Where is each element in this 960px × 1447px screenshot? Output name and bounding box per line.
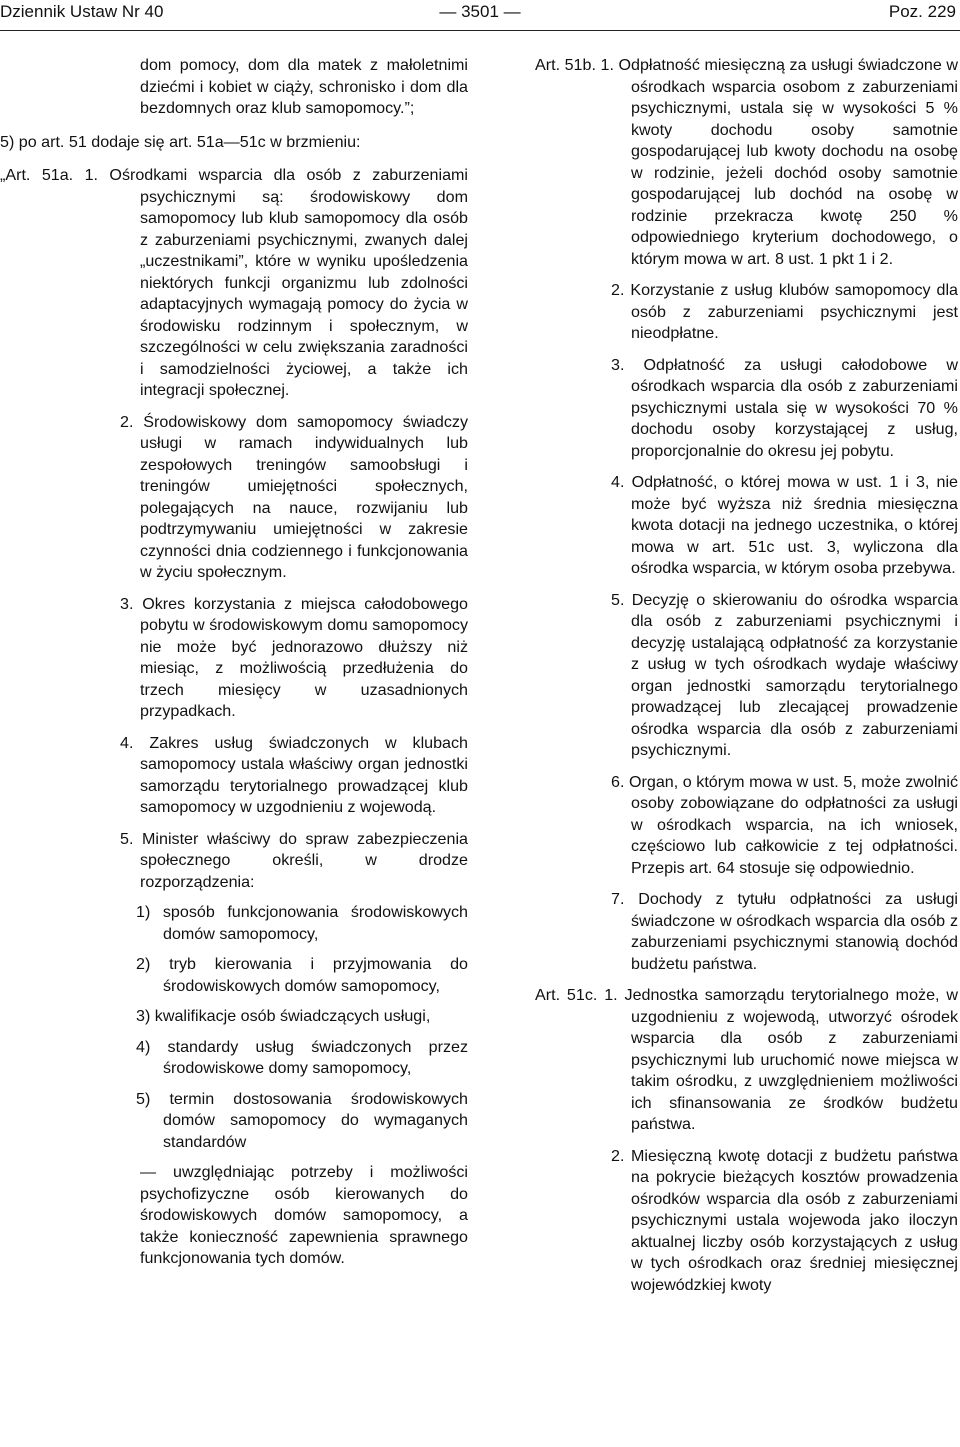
art-51b-paragraph-1: Art. 51b. 1. Odpłatność miesięczną za usługi świadczone w ośrodkach wsparcia osobom z zaburzeniami psychicznymi, ustala się w wysokości 5 % kwoty dochodu osoby samotnie gospodarującej lub kwoty dochodu na osobę w rodzinie, jeżeli dochód osoby samotnie gospodarującej lub dochód na osobę w rodzinie przekracza kwotę 250 % odpowiedniego kryterium dochodowego, o którym mowa w art. 8 ust. 1 pkt 1 i 2. xyxy=(535,56,958,268)
art-51a-paragraph-4: 4. Zakres usług świadczonych w klubach samopomocy ustala właściwy organ jednostki samorządu terytorialnego prowadzącej klub samopomocy w uzgodnieniu z wojewodą. xyxy=(120,733,468,816)
art-51b-paragraph-4: 4. Odpłatność, o której mowa w ust. 1 i 3, nie może być wyższa niż średnia miesięczna kwota dotacji na jednego uczestnika, o której mowa w art. 51c ust. 3, wyliczona dla ośrodka wsparcia, w którym osoba przebywa. xyxy=(611,473,958,577)
regulation-point-3: 3) kwalifikacje osób świadczących usługi, xyxy=(136,1007,431,1025)
amendment-point-5: 5) po art. 51 dodaje się art. 51a—51c w brzmieniu: xyxy=(0,132,361,151)
position-number: Poz. 229 xyxy=(888,2,956,21)
regulation-point-5: 5) termin dostosowania środowiskowych domów samopomocy do wymaganych standardów xyxy=(136,1089,468,1151)
art-51a-paragraph-3: 3. Okres korzystania z miejsca całodobowego pobytu w środowiskowym domu samopomocy nie może być jednorazowo dłuższy niż miesiąc, z możliwością przedłużenia do trzech miesięcy w uzasadnionych przypadkach. xyxy=(120,594,468,720)
intro-text: dom pomocy, dom dla matek z małoletnimi dziećmi i kobiet w ciąży, schronisko i dom dla bezdomnych oraz klub samopomocy.”; xyxy=(140,56,468,117)
art-51b-paragraph-6: 6. Organ, o którym mowa w ust. 5, może zwolnić osoby zobowiązane do odpłatności za usługi w ośrodkach wsparcia, na ich wniosek, częściowo lub całkowicie z tej odpłatności. Przepis art. 64 stosuje się odpowiednio. xyxy=(611,772,958,877)
page-number: — 3501 — xyxy=(439,2,521,21)
journal-title: Dziennik Ustaw Nr 40 xyxy=(0,2,164,21)
left-column xyxy=(0,55,468,1270)
art-51a-paragraph-1: „Art. 51a. 1. Ośrodkami wsparcia dla osób z zaburzeniami psychicznymi są: środowiskowy dom samopomocy lub klub samopomocy dla osób z zaburzeniami psychicznymi, zwanych dalej „uczestnikami”, które w wyniku upośledzenia niektórych funkcji organizmu lub zdolności adaptacyjnych wymagają pomocy do życia w środowisku rodzinnym i społecznym, w szczególności w celu zwiększania zaradności i samodzielności życiowej, a także ich integracji społecznej. xyxy=(0,166,468,399)
right-column xyxy=(535,55,958,1296)
art-51c-paragraph-1: Art. 51c. 1. Jednostka samorządu terytorialnego może, w uzgodnieniu z wojewodą, utworzyć ośrodek wsparcia dla osób z zaburzeniami psychicznymi lub uruchomić nowe miejsca w takim ośrodku, z uwzględnieniem możliwości ich sfinansowania ze środków budżetu państwa. xyxy=(535,986,958,1133)
header-rule xyxy=(0,30,960,31)
regulation-point-2: 2) tryb kierowania i przyjmowania do środowiskowych domów samopomocy, xyxy=(136,955,468,995)
art-51b-paragraph-3: 3. Odpłatność za usługi całodobowe w ośrodkach wsparcia dla osób z zaburzeniami psychicznymi ustala się w wysokości 70 % dochodu osoby korzystającej z usług, proporcjonalnie do okresu jej pobytu. xyxy=(611,355,958,460)
regulation-closing-clause: — uwzględniając potrzeby i możliwości psychofizyczne osób kierowanych do środowiskowych domów samopomocy, a także konieczność zapewnienia sprawnego funkcjonowania tych domów. xyxy=(140,1163,468,1267)
art-51b-paragraph-5: 5. Decyzję o skierowaniu do ośrodka wsparcia dla osób z zaburzeniami psychicznymi i decyzję ustalającą odpłatność za korzystanie z usług w tych ośrodkach wydaje właściwy organ jednostki samorządu terytorialnego prowadzącej lub zlecającej prowadzenie ośrodka wsparcia dla osób z zaburzeniami psychicznymi. xyxy=(611,590,958,759)
art-51a-paragraph-2: 2. Środowiskowy dom samopomocy świadczy usługi w ramach indywidualnych lub zespołowych treningów samoobsługi i treningów umiejętności społecznych, polegających na nauce, rozwijaniu lub podtrzymywaniu umiejętności w zakresie czynności dnia codziennego i funkcjonowania w życiu społecznym. xyxy=(120,412,468,581)
art-51b-paragraph-7: 7. Dochody z tytułu odpłatności za usługi świadczone w ośrodkach wsparcia dla osób z zaburzeniami psychicznymi stanowią dochód budżetu państwa. xyxy=(611,890,958,973)
page-header xyxy=(0,0,960,40)
art-51b-paragraph-2: 2. Korzystanie z usług klubów samopomocy dla osób z zaburzeniami psychicznymi jest nieodpłatne. xyxy=(611,281,958,342)
regulation-point-4: 4) standardy usług świadczonych przez środowiskowe domy samopomocy, xyxy=(136,1037,468,1077)
art-51a-paragraph-5: 5. Minister właściwy do spraw zabezpieczenia społecznego określi, w drodze rozporządzenia: xyxy=(120,829,468,891)
art-51c-paragraph-2: 2. Miesięczną kwotę dotacji z budżetu państwa na pokrycie bieżących kosztów prowadzenia ośrodków wsparcia dla osób z zaburzeniami psychicznymi ustala wojewoda jako iloczyn aktualnej liczby osób korzystających z usług w tych ośrodkach oraz średniej miesięcznej wojewódzkiej kwoty xyxy=(611,1146,958,1294)
regulation-point-1: 1) sposób funkcjonowania środowiskowych domów samopomocy, xyxy=(136,903,468,943)
